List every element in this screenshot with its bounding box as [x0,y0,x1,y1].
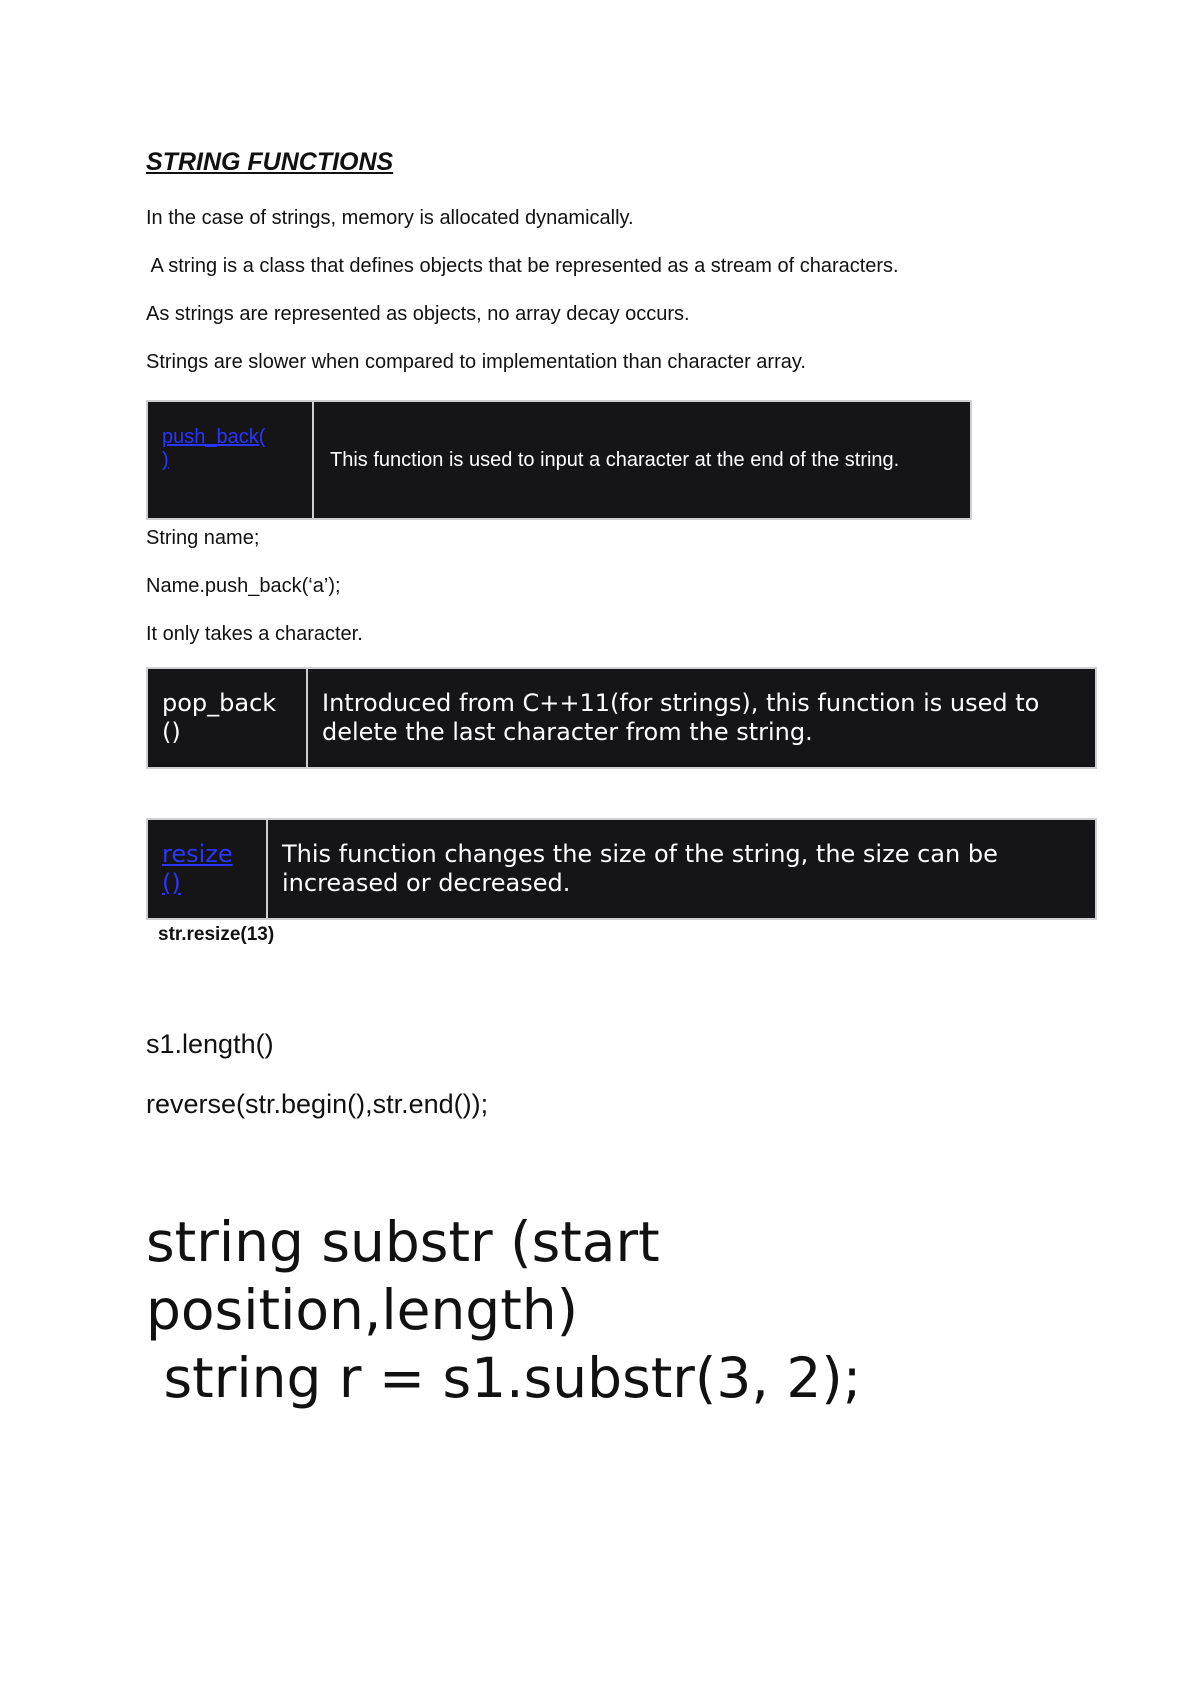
pop-back-description: Introduced from C++11(for strings), this function is used to delete the last character from the string. [307,668,1096,768]
substr-block [146,1208,861,1412]
page-title: STRING FUNCTIONS [146,148,394,176]
substr-line-3: string r = s1.substr(3, 2); [146,1346,862,1410]
push-back-table [146,400,972,520]
resize-link[interactable]: resize () [162,840,233,897]
substr-line-1: string substr (start [146,1210,660,1274]
resize-name-cell [147,819,267,919]
length-example: s1.length() [146,1029,274,1059]
push-back-note-1: String name; [146,527,260,549]
intro-line-1: In the case of strings, memory is allocated dynamically. [146,207,634,229]
substr-line-2: position,length) [146,1278,579,1342]
reverse-example: reverse(str.begin(),str.end()); [146,1089,489,1119]
push-back-name-cell [147,401,313,519]
push-back-note-2: Name.push_back(‘a’); [146,575,341,597]
intro-line-4: Strings are slower when compared to implementation than character array. [146,351,806,373]
pop-back-name-cell: pop_back () [147,668,307,768]
pop-back-table [146,667,1097,769]
resize-table [146,818,1097,920]
intro-line-3: As strings are represented as objects, no array decay occurs. [146,303,690,325]
push-back-note-3: It only takes a character. [146,623,363,645]
push-back-link[interactable]: push_back( ) [162,426,266,471]
intro-line-2: A string is a class that defines objects that be represented as a stream of characters. [146,255,899,277]
resize-example: str.resize(13) [158,924,275,945]
resize-description: This function changes the size of the string, the size can be increased or decreased. [267,819,1096,919]
push-back-description: This function is used to input a character at the end of the string. [313,401,971,519]
